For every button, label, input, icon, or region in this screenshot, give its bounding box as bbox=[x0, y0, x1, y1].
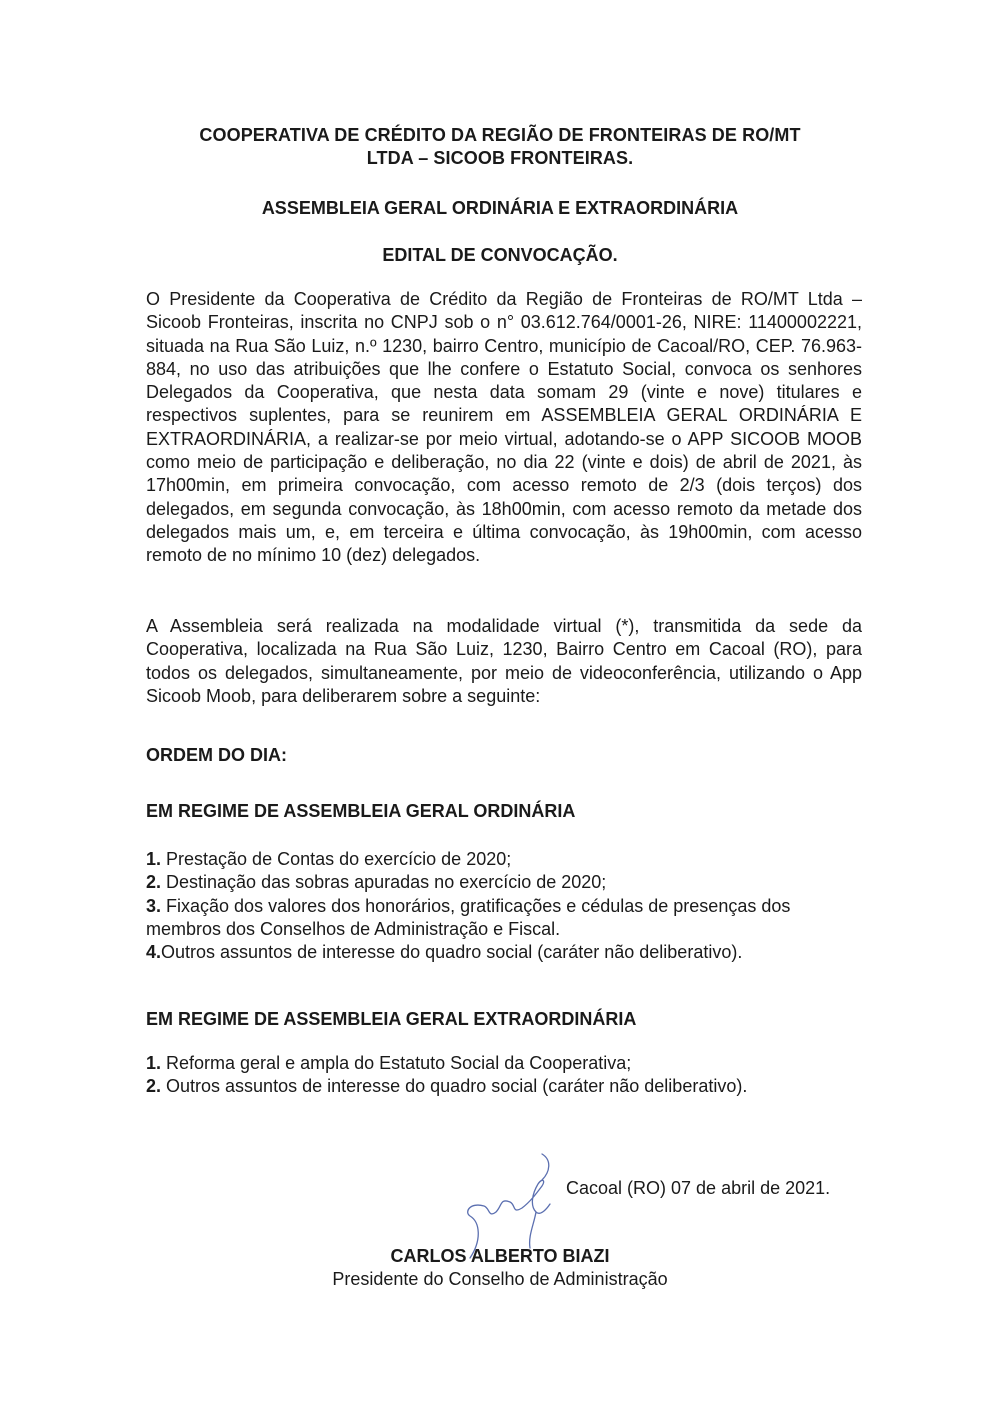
list-item bbox=[146, 941, 862, 964]
edital-heading: EDITAL DE CONVOCAÇÃO. bbox=[382, 245, 618, 265]
convocation-paragraph: O Presidente da Cooperativa de Crédito da Região de Fronteiras de RO/MT Ltda – Sicoob Fronteiras, inscrita no CNPJ sob o n° 03.612.764/0001-26, NIRE: 11400002221, situada na Rua São Luiz, n.º 1230, bairro Centro, município de Cacoal/RO, CEP. 76.963-884, no uso das atribuições que lhe confere o Estatuto Social, convoca os senhores Delegados da Cooperativa, que nesta data somam 29 (vinte e nove) titulares e respectivos suplentes, para se reunirem em ASSEMBLEIA GERAL ORDINÁRIA E EXTRAORDINÁRIA, a realizar-se por meio virtual, adotando-se o APP SICOOB MOOB como meio de participação e deliberação, no dia 22 (vinte e dois) de abril de 2021, às 17h00min, em primeira convocação, com acesso remoto de 2/3 (dois terços) dos delegados, em segunda convocação, às 18h00min, com acesso remoto da metade dos delegados mais um, e, em terceira e última convocação, às 19h00min, com acesso remoto de no mínimo 10 (dez) delegados. bbox=[146, 289, 862, 566]
item-number: 3. bbox=[146, 895, 162, 916]
signer-name: CARLOS ALBERTO BIAZI bbox=[390, 1246, 610, 1266]
extraordinary-assembly-heading: EM REGIME DE ASSEMBLEIA GERAL EXTRAORDINÁRIA bbox=[146, 1009, 637, 1029]
item-number: 2. bbox=[146, 1076, 162, 1097]
list-item bbox=[146, 848, 862, 871]
item-text: Reforma geral e ampla do Estatuto Social da Cooperativa; bbox=[161, 1053, 632, 1073]
item-number: 4. bbox=[146, 942, 162, 963]
ordinary-assembly-heading: EM REGIME DE ASSEMBLEIA GERAL ORDINÁRIA bbox=[146, 801, 576, 821]
handwritten-signature bbox=[430, 1150, 580, 1260]
item-text: Fixação dos valores dos honorários, gratificações e cédulas de presenças dos membros dos Conselhos de Administração e Fiscal. bbox=[146, 895, 791, 939]
item-number: 1. bbox=[146, 1053, 162, 1073]
item-number: 1. bbox=[146, 849, 162, 869]
ordinary-agenda-list bbox=[146, 848, 862, 964]
agenda-heading: ORDEM DO DIA: bbox=[146, 745, 287, 765]
item-text: Outros assuntos de interesse do quadro social (caráter não deliberativo). bbox=[161, 942, 743, 963]
signer-role: Presidente do Conselho de Administração bbox=[332, 1269, 668, 1289]
organization-title-line-2: LTDA – SICOOB FRONTEIRAS. bbox=[366, 148, 634, 168]
item-text: Destinação das sobras apuradas no exercício de 2020; bbox=[161, 872, 607, 893]
item-text: Outros assuntos de interesse do quadro social (caráter não deliberativo). bbox=[161, 1076, 748, 1097]
list-item bbox=[146, 1075, 862, 1098]
list-item bbox=[146, 895, 862, 942]
organization-title bbox=[140, 124, 860, 170]
item-number: 2. bbox=[146, 872, 162, 893]
item-text: Prestação de Contas do exercício de 2020; bbox=[161, 849, 512, 869]
organization-title-line-1: COOPERATIVA DE CRÉDITO DA REGIÃO DE FRONTEIRAS DE RO/MT bbox=[199, 125, 801, 145]
extraordinary-agenda-list bbox=[146, 1052, 862, 1099]
assembly-details-paragraph: A Assembleia será realizada na modalidade virtual (*), transmitida da sede da Cooperativa, localizada na Rua São Luiz, 1230, Bairro Centro em Cacoal (RO), para todos os delegados, simultaneamente, por meio de videoconferência, utilizando o App Sicoob Moob, para deliberarem sobre a seguinte: bbox=[146, 616, 862, 706]
date-place-line: Cacoal (RO) 07 de abril de 2021. bbox=[566, 1178, 831, 1198]
list-item bbox=[146, 871, 862, 894]
assembly-heading: ASSEMBLEIA GERAL ORDINÁRIA E EXTRAORDINÁRIA bbox=[261, 198, 739, 218]
list-item bbox=[146, 1052, 862, 1075]
